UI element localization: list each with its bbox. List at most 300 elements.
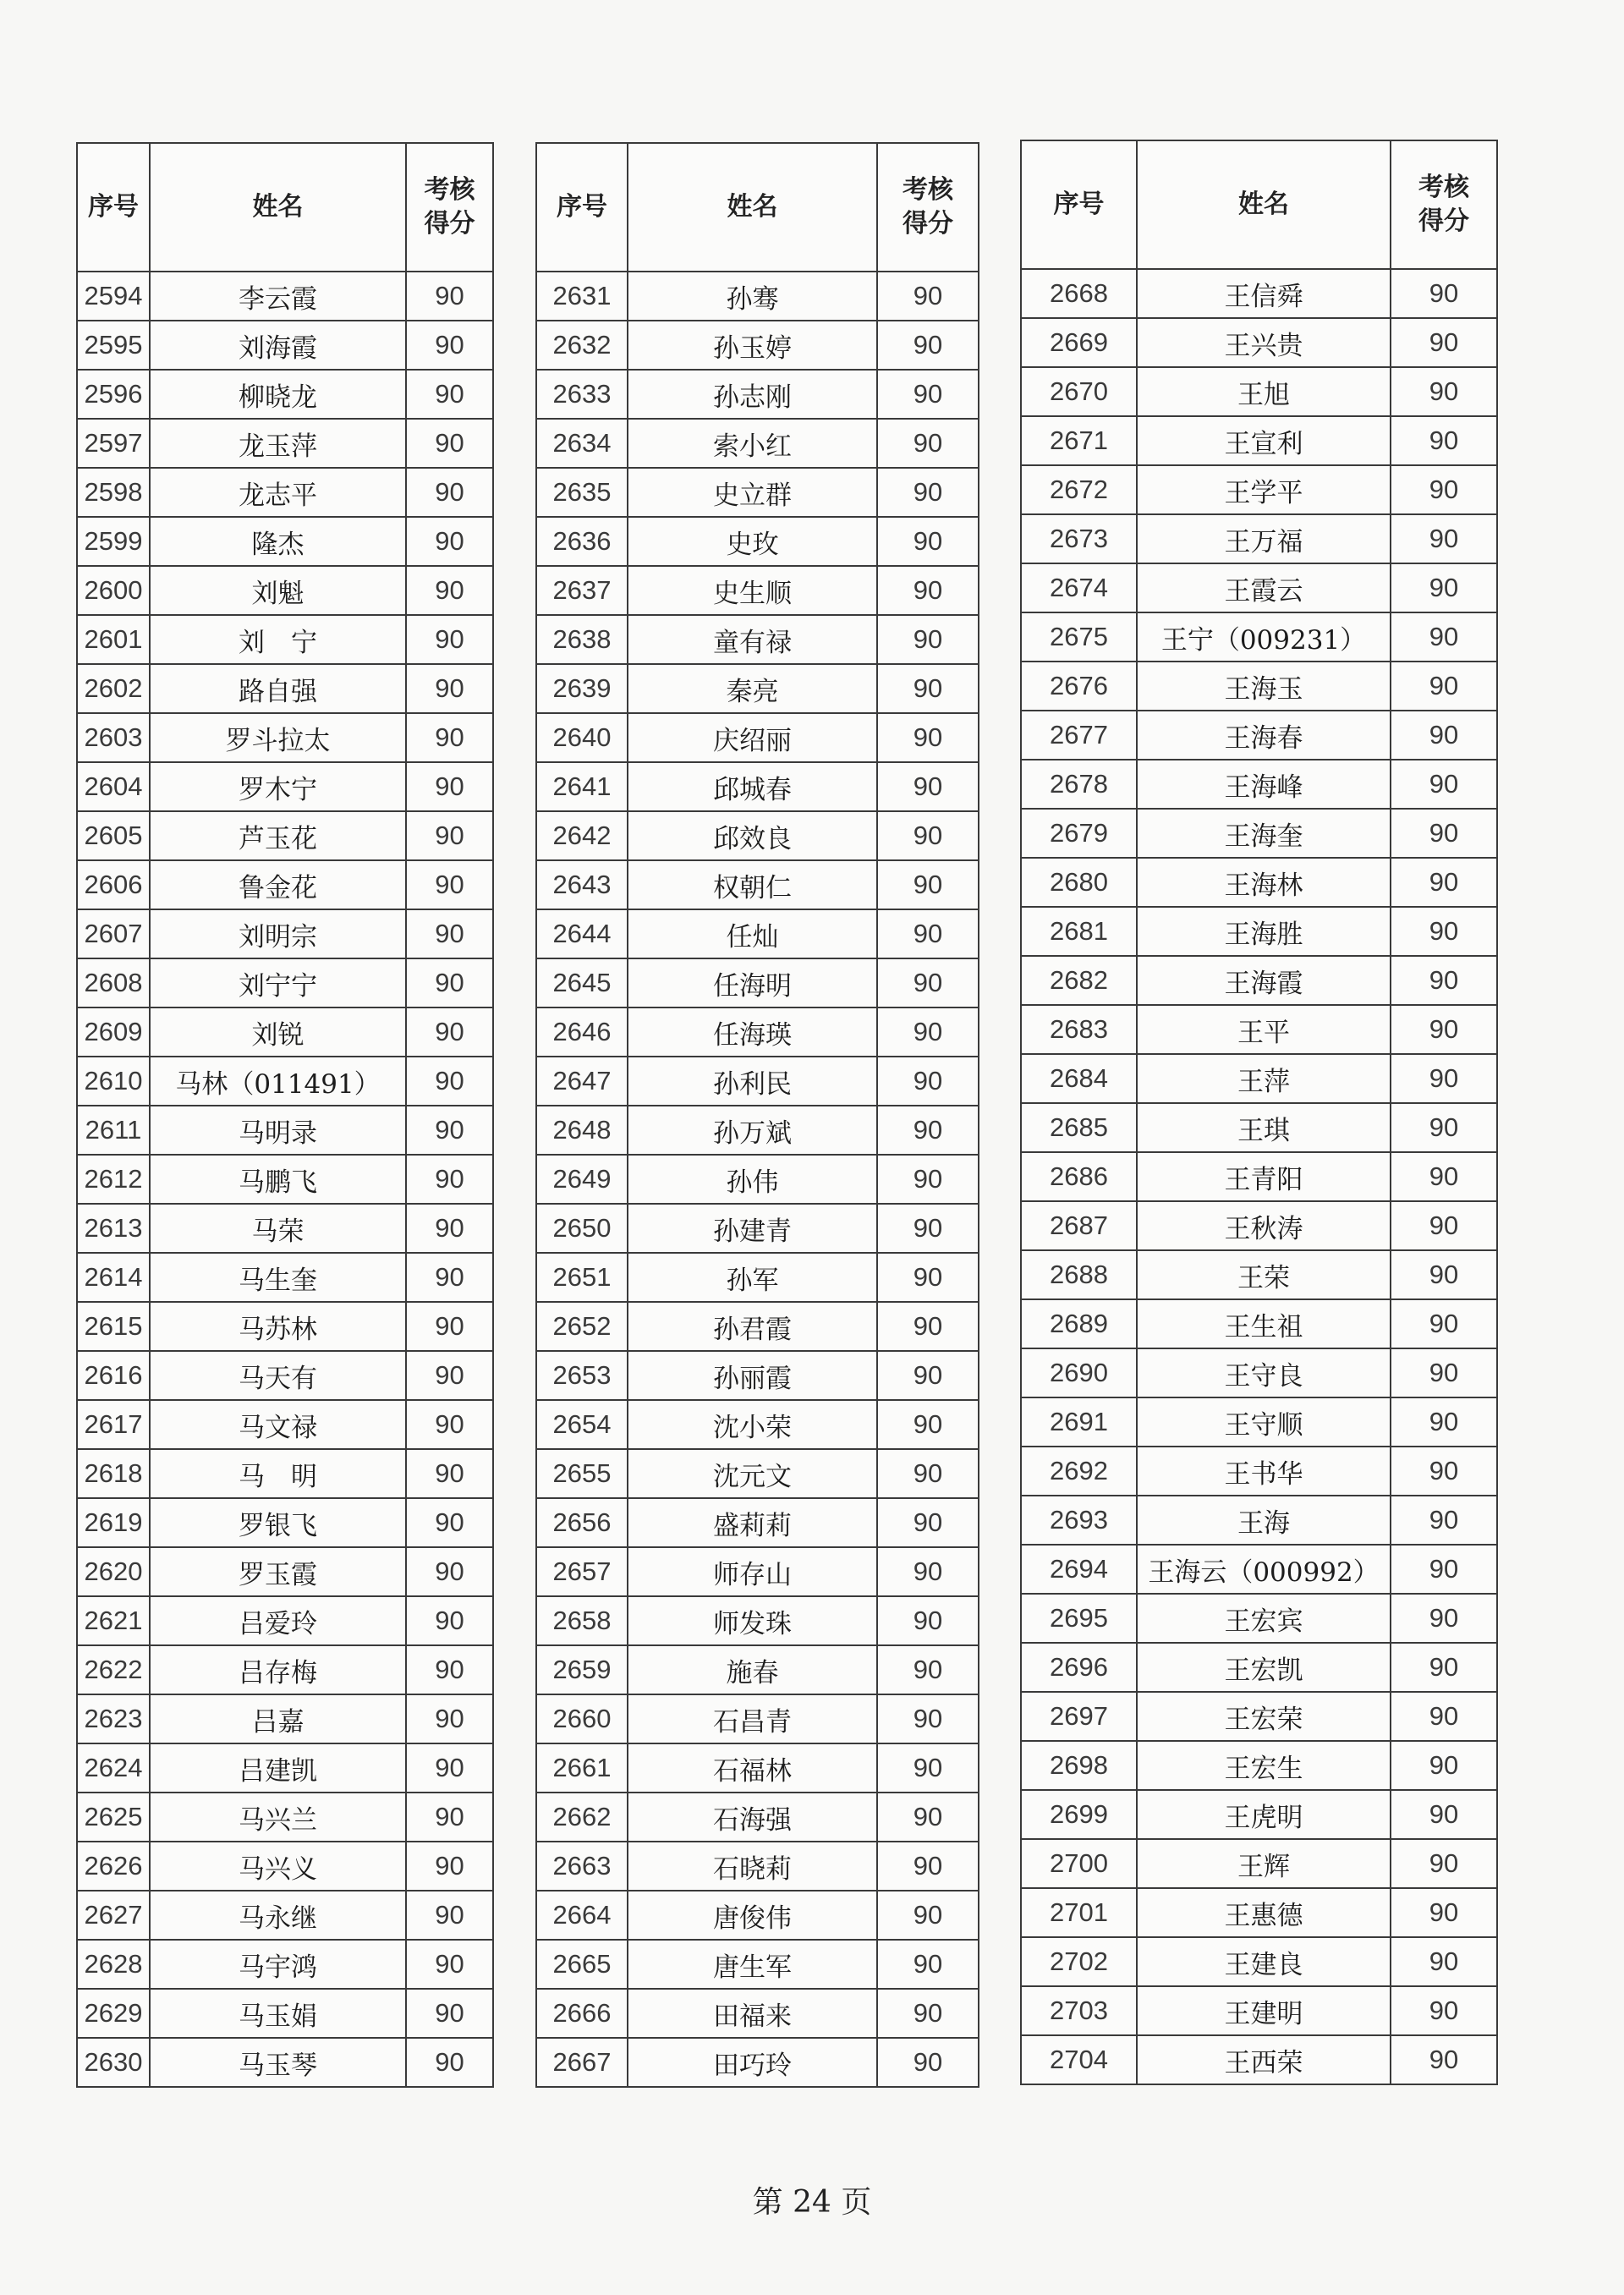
row-seq: 2667 xyxy=(536,2038,628,2087)
row-seq: 2639 xyxy=(536,664,628,713)
table-row xyxy=(1021,1741,1497,1790)
row-score: 90 xyxy=(1391,1250,1497,1299)
row-score: 90 xyxy=(406,713,493,762)
row-seq: 2672 xyxy=(1021,465,1137,514)
row-seq: 2653 xyxy=(536,1351,628,1400)
row-seq: 2603 xyxy=(77,713,150,762)
row-seq: 2640 xyxy=(536,713,628,762)
row-name: 秦亮 xyxy=(628,664,877,713)
row-name: 马文禄 xyxy=(150,1400,406,1449)
row-name: 刘明宗 xyxy=(150,909,406,958)
row-score: 90 xyxy=(877,811,979,860)
table-row xyxy=(77,1253,493,1302)
row-seq: 2625 xyxy=(77,1793,150,1842)
table-row xyxy=(77,1057,493,1106)
row-seq: 2685 xyxy=(1021,1103,1137,1152)
table-row xyxy=(77,1449,493,1498)
header-score-line2: 得分 xyxy=(424,209,475,239)
row-seq: 2681 xyxy=(1021,907,1137,956)
row-seq: 2638 xyxy=(536,615,628,664)
table-row xyxy=(536,2038,979,2087)
row-seq: 2636 xyxy=(536,517,628,566)
row-seq: 2646 xyxy=(536,1007,628,1057)
table-header-row xyxy=(536,143,979,272)
row-score: 90 xyxy=(406,860,493,909)
table-row xyxy=(536,1106,979,1155)
table-row xyxy=(1021,760,1497,809)
row-name: 王海林 xyxy=(1137,858,1391,907)
row-name: 鲁金花 xyxy=(150,860,406,909)
row-score: 90 xyxy=(877,860,979,909)
row-score: 90 xyxy=(877,664,979,713)
header-score-line1: 考核 xyxy=(424,175,475,205)
row-name: 吕建凯 xyxy=(150,1743,406,1793)
table-row xyxy=(1021,956,1497,1005)
row-score: 90 xyxy=(406,2038,493,2087)
row-name: 王海春 xyxy=(1137,711,1391,760)
table-row xyxy=(536,1891,979,1940)
row-name: 刘 宁 xyxy=(150,615,406,664)
row-name: 王万福 xyxy=(1137,514,1391,563)
table-row xyxy=(77,566,493,615)
row-seq: 2698 xyxy=(1021,1741,1137,1790)
table-row xyxy=(536,958,979,1007)
table-row xyxy=(536,1204,979,1253)
table-row xyxy=(1021,269,1497,318)
table-row xyxy=(536,1694,979,1743)
table-row xyxy=(1021,1348,1497,1397)
table-row xyxy=(77,1351,493,1400)
row-seq: 2649 xyxy=(536,1155,628,1204)
header-score-line1: 考核 xyxy=(1418,173,1469,202)
row-seq: 2666 xyxy=(536,1989,628,2038)
row-score: 90 xyxy=(877,1694,979,1743)
row-score: 90 xyxy=(1391,1741,1497,1790)
row-name: 马宇鸿 xyxy=(150,1940,406,1989)
row-score: 90 xyxy=(406,370,493,419)
row-name: 孙君霞 xyxy=(628,1302,877,1351)
row-seq: 2634 xyxy=(536,419,628,468)
row-seq: 2610 xyxy=(77,1057,150,1106)
row-name: 王秋涛 xyxy=(1137,1201,1391,1250)
table-row xyxy=(77,909,493,958)
row-score: 90 xyxy=(406,1449,493,1498)
row-score: 90 xyxy=(406,1989,493,2038)
row-seq: 2613 xyxy=(77,1204,150,1253)
row-seq: 2668 xyxy=(1021,269,1137,318)
score-table-1 xyxy=(76,142,494,2088)
row-score: 90 xyxy=(1391,1937,1497,1986)
table-row xyxy=(1021,1986,1497,2035)
table-row xyxy=(1021,1005,1497,1054)
row-name: 孙建青 xyxy=(628,1204,877,1253)
row-name: 路自强 xyxy=(150,664,406,713)
row-name: 庆绍丽 xyxy=(628,713,877,762)
table-row xyxy=(536,1989,979,2038)
row-seq: 2664 xyxy=(536,1891,628,1940)
table-row xyxy=(77,762,493,811)
row-seq: 2604 xyxy=(77,762,150,811)
row-score: 90 xyxy=(877,713,979,762)
row-seq: 2699 xyxy=(1021,1790,1137,1839)
row-seq: 2689 xyxy=(1021,1299,1137,1348)
row-score: 90 xyxy=(1391,563,1497,612)
row-seq: 2675 xyxy=(1021,612,1137,662)
table-row xyxy=(77,713,493,762)
row-score: 90 xyxy=(877,1155,979,1204)
row-name: 龙志平 xyxy=(150,468,406,517)
row-score: 90 xyxy=(877,1106,979,1155)
table-row xyxy=(536,1596,979,1645)
table-row xyxy=(77,1204,493,1253)
row-name: 马林（011491） xyxy=(150,1057,406,1106)
score-table-2 xyxy=(535,142,979,2088)
row-seq: 2633 xyxy=(536,370,628,419)
table-row xyxy=(77,1645,493,1694)
row-name: 孙军 xyxy=(628,1253,877,1302)
row-seq: 2614 xyxy=(77,1253,150,1302)
table-row xyxy=(536,517,979,566)
table-row xyxy=(1021,907,1497,956)
row-seq: 2621 xyxy=(77,1596,150,1645)
row-score: 90 xyxy=(877,1400,979,1449)
row-score: 90 xyxy=(1391,465,1497,514)
table-row xyxy=(1021,514,1497,563)
table-row xyxy=(77,419,493,468)
row-name: 王海玉 xyxy=(1137,662,1391,711)
row-seq: 2677 xyxy=(1021,711,1137,760)
table-row xyxy=(1021,563,1497,612)
table-row xyxy=(77,272,493,321)
table-row xyxy=(1021,612,1497,662)
row-name: 童有禄 xyxy=(628,615,877,664)
row-seq: 2596 xyxy=(77,370,150,419)
table-row xyxy=(77,1596,493,1645)
row-name: 孙丽霞 xyxy=(628,1351,877,1400)
row-name: 石晓莉 xyxy=(628,1842,877,1891)
row-score: 90 xyxy=(1391,2035,1497,2084)
row-seq: 2651 xyxy=(536,1253,628,1302)
table-row xyxy=(536,468,979,517)
row-name: 罗玉霞 xyxy=(150,1547,406,1596)
row-seq: 2598 xyxy=(77,468,150,517)
row-score: 90 xyxy=(877,909,979,958)
row-seq: 2609 xyxy=(77,1007,150,1057)
row-score: 90 xyxy=(1391,907,1497,956)
row-score: 90 xyxy=(877,1842,979,1891)
row-seq: 2600 xyxy=(77,566,150,615)
row-name: 王琪 xyxy=(1137,1103,1391,1152)
table-row xyxy=(1021,318,1497,367)
row-score: 90 xyxy=(877,517,979,566)
table-row xyxy=(536,1547,979,1596)
row-score: 90 xyxy=(877,1989,979,2038)
table-row xyxy=(77,1547,493,1596)
row-seq: 2663 xyxy=(536,1842,628,1891)
row-score: 90 xyxy=(877,1547,979,1596)
row-seq: 2662 xyxy=(536,1793,628,1842)
table-row xyxy=(1021,858,1497,907)
table-row xyxy=(536,1449,979,1498)
row-seq: 2693 xyxy=(1021,1496,1137,1545)
header-name: 姓名 xyxy=(150,143,406,272)
row-name: 王建明 xyxy=(1137,1986,1391,2035)
row-name: 马生奎 xyxy=(150,1253,406,1302)
row-name: 王西荣 xyxy=(1137,2035,1391,2084)
table-row xyxy=(536,370,979,419)
row-score: 90 xyxy=(1391,1054,1497,1103)
row-score: 90 xyxy=(406,762,493,811)
table-row xyxy=(77,321,493,370)
row-score: 90 xyxy=(406,958,493,1007)
row-score: 90 xyxy=(877,370,979,419)
row-score: 90 xyxy=(1391,1103,1497,1152)
row-score: 90 xyxy=(406,1106,493,1155)
row-seq: 2624 xyxy=(77,1743,150,1793)
header-score-line1: 考核 xyxy=(903,175,953,205)
row-name: 索小红 xyxy=(628,419,877,468)
row-seq: 2683 xyxy=(1021,1005,1137,1054)
row-name: 马玉娟 xyxy=(150,1989,406,2038)
row-name: 田福来 xyxy=(628,1989,877,2038)
table-header-row xyxy=(77,143,493,272)
table-row xyxy=(77,1400,493,1449)
row-seq: 2631 xyxy=(536,272,628,321)
row-name: 田巧玲 xyxy=(628,2038,877,2087)
row-name: 王守顺 xyxy=(1137,1397,1391,1447)
row-name: 史立群 xyxy=(628,468,877,517)
row-name: 罗斗拉太 xyxy=(150,713,406,762)
row-score: 90 xyxy=(877,468,979,517)
row-seq: 2676 xyxy=(1021,662,1137,711)
row-name: 刘魁 xyxy=(150,566,406,615)
row-seq: 2641 xyxy=(536,762,628,811)
row-name: 王海 xyxy=(1137,1496,1391,1545)
row-seq: 2691 xyxy=(1021,1397,1137,1447)
row-name: 石昌青 xyxy=(628,1694,877,1743)
row-score: 90 xyxy=(1391,367,1497,416)
row-name: 师存山 xyxy=(628,1547,877,1596)
table-row xyxy=(536,860,979,909)
row-name: 王守良 xyxy=(1137,1348,1391,1397)
row-name: 王宏生 xyxy=(1137,1741,1391,1790)
row-score: 90 xyxy=(877,1302,979,1351)
row-name: 罗木宁 xyxy=(150,762,406,811)
table-row xyxy=(77,1891,493,1940)
row-seq: 2686 xyxy=(1021,1152,1137,1201)
table-row xyxy=(536,1351,979,1400)
row-score: 90 xyxy=(406,811,493,860)
row-seq: 2648 xyxy=(536,1106,628,1155)
row-name: 王信舜 xyxy=(1137,269,1391,318)
table-row xyxy=(536,1155,979,1204)
row-score: 90 xyxy=(1391,1545,1497,1594)
table-row xyxy=(536,1302,979,1351)
table-row xyxy=(1021,711,1497,760)
table-row xyxy=(1021,1152,1497,1201)
header-score xyxy=(877,143,979,272)
row-seq: 2661 xyxy=(536,1743,628,1793)
row-score: 90 xyxy=(877,1645,979,1694)
row-score: 90 xyxy=(1391,1594,1497,1643)
row-seq: 2680 xyxy=(1021,858,1137,907)
row-score: 90 xyxy=(877,1743,979,1793)
row-name: 孙万斌 xyxy=(628,1106,877,1155)
table-row xyxy=(536,566,979,615)
row-score: 90 xyxy=(406,1253,493,1302)
row-name: 马荣 xyxy=(150,1204,406,1253)
table-row xyxy=(77,1498,493,1547)
row-name: 刘锐 xyxy=(150,1007,406,1057)
row-name: 王海霞 xyxy=(1137,956,1391,1005)
row-score: 90 xyxy=(406,1204,493,1253)
row-seq: 2658 xyxy=(536,1596,628,1645)
row-seq: 2650 xyxy=(536,1204,628,1253)
row-name: 任海明 xyxy=(628,958,877,1007)
row-score: 90 xyxy=(406,615,493,664)
row-score: 90 xyxy=(1391,1839,1497,1888)
table-row xyxy=(536,1842,979,1891)
table-row xyxy=(77,1007,493,1057)
table-row xyxy=(536,811,979,860)
row-score: 90 xyxy=(1391,416,1497,465)
table-row xyxy=(536,1743,979,1793)
row-name: 刘宁宁 xyxy=(150,958,406,1007)
row-name: 任海瑛 xyxy=(628,1007,877,1057)
row-seq: 2671 xyxy=(1021,416,1137,465)
row-name: 邱效良 xyxy=(628,811,877,860)
row-score: 90 xyxy=(406,1645,493,1694)
row-name: 孙玉婷 xyxy=(628,321,877,370)
page-number: 第 24 页 xyxy=(752,2185,872,2220)
row-name: 王惠德 xyxy=(1137,1888,1391,1937)
row-score: 90 xyxy=(877,1253,979,1302)
row-name: 马鹏飞 xyxy=(150,1155,406,1204)
row-seq: 2615 xyxy=(77,1302,150,1351)
row-score: 90 xyxy=(877,321,979,370)
row-score: 90 xyxy=(877,2038,979,2087)
row-score: 90 xyxy=(406,1547,493,1596)
table-row xyxy=(1021,1447,1497,1496)
row-seq: 2700 xyxy=(1021,1839,1137,1888)
row-seq: 2643 xyxy=(536,860,628,909)
row-seq: 2695 xyxy=(1021,1594,1137,1643)
table-row xyxy=(536,272,979,321)
table-row xyxy=(536,713,979,762)
row-name: 王海奎 xyxy=(1137,809,1391,858)
row-seq: 2665 xyxy=(536,1940,628,1989)
table-row xyxy=(77,468,493,517)
table-row xyxy=(1021,1545,1497,1594)
row-seq: 2670 xyxy=(1021,367,1137,416)
header-seq: 序号 xyxy=(77,143,150,272)
row-seq: 2690 xyxy=(1021,1348,1137,1397)
table-row xyxy=(536,321,979,370)
row-seq: 2674 xyxy=(1021,563,1137,612)
row-score: 90 xyxy=(877,1449,979,1498)
row-seq: 2697 xyxy=(1021,1692,1137,1741)
row-score: 90 xyxy=(1391,1496,1497,1545)
row-score: 90 xyxy=(877,1204,979,1253)
row-name: 隆杰 xyxy=(150,517,406,566)
row-name: 王宁（009231） xyxy=(1137,612,1391,662)
row-seq: 2632 xyxy=(536,321,628,370)
row-name: 王虎明 xyxy=(1137,1790,1391,1839)
header-seq: 序号 xyxy=(1021,140,1137,269)
row-seq: 2659 xyxy=(536,1645,628,1694)
row-seq: 2599 xyxy=(77,517,150,566)
table-row xyxy=(77,370,493,419)
header-score xyxy=(406,143,493,272)
row-name: 王海胜 xyxy=(1137,907,1391,956)
table-row xyxy=(1021,1790,1497,1839)
row-name: 王平 xyxy=(1137,1005,1391,1054)
table-row xyxy=(77,664,493,713)
table-row xyxy=(1021,367,1497,416)
row-score: 90 xyxy=(877,1007,979,1057)
row-score: 90 xyxy=(406,1793,493,1842)
row-score: 90 xyxy=(877,958,979,1007)
table-row xyxy=(1021,809,1497,858)
row-name: 石海强 xyxy=(628,1793,877,1842)
row-seq: 2595 xyxy=(77,321,150,370)
row-name: 马苏林 xyxy=(150,1302,406,1351)
table-row xyxy=(536,615,979,664)
table-row xyxy=(1021,1937,1497,1986)
table-row xyxy=(1021,1299,1497,1348)
row-score: 90 xyxy=(406,566,493,615)
row-name: 王霞云 xyxy=(1137,563,1391,612)
row-name: 马明录 xyxy=(150,1106,406,1155)
row-name: 王萍 xyxy=(1137,1054,1391,1103)
row-seq: 2626 xyxy=(77,1842,150,1891)
row-score: 90 xyxy=(406,468,493,517)
row-name: 马兴义 xyxy=(150,1842,406,1891)
table-row xyxy=(1021,1201,1497,1250)
row-score: 90 xyxy=(406,1057,493,1106)
row-seq: 2622 xyxy=(77,1645,150,1694)
row-score: 90 xyxy=(877,1891,979,1940)
row-seq: 2660 xyxy=(536,1694,628,1743)
row-score: 90 xyxy=(406,517,493,566)
row-score: 90 xyxy=(1391,1348,1497,1397)
row-seq: 2694 xyxy=(1021,1545,1137,1594)
row-score: 90 xyxy=(1391,1986,1497,2035)
row-seq: 2652 xyxy=(536,1302,628,1351)
row-name: 唐生军 xyxy=(628,1940,877,1989)
table-row xyxy=(77,1694,493,1743)
row-seq: 2704 xyxy=(1021,2035,1137,2084)
row-seq: 2637 xyxy=(536,566,628,615)
table-row xyxy=(77,1106,493,1155)
row-seq: 2654 xyxy=(536,1400,628,1449)
row-score: 90 xyxy=(406,664,493,713)
row-seq: 2607 xyxy=(77,909,150,958)
row-seq: 2656 xyxy=(536,1498,628,1547)
table-row xyxy=(1021,2035,1497,2084)
row-name: 王宣利 xyxy=(1137,416,1391,465)
row-name: 王旭 xyxy=(1137,367,1391,416)
row-name: 芦玉花 xyxy=(150,811,406,860)
row-seq: 2623 xyxy=(77,1694,150,1743)
table-row xyxy=(536,1793,979,1842)
table-row xyxy=(1021,1839,1497,1888)
row-name: 王青阳 xyxy=(1137,1152,1391,1201)
row-score: 90 xyxy=(877,1498,979,1547)
row-name: 吕存梅 xyxy=(150,1645,406,1694)
table-row xyxy=(536,1400,979,1449)
row-name: 罗银飞 xyxy=(150,1498,406,1547)
